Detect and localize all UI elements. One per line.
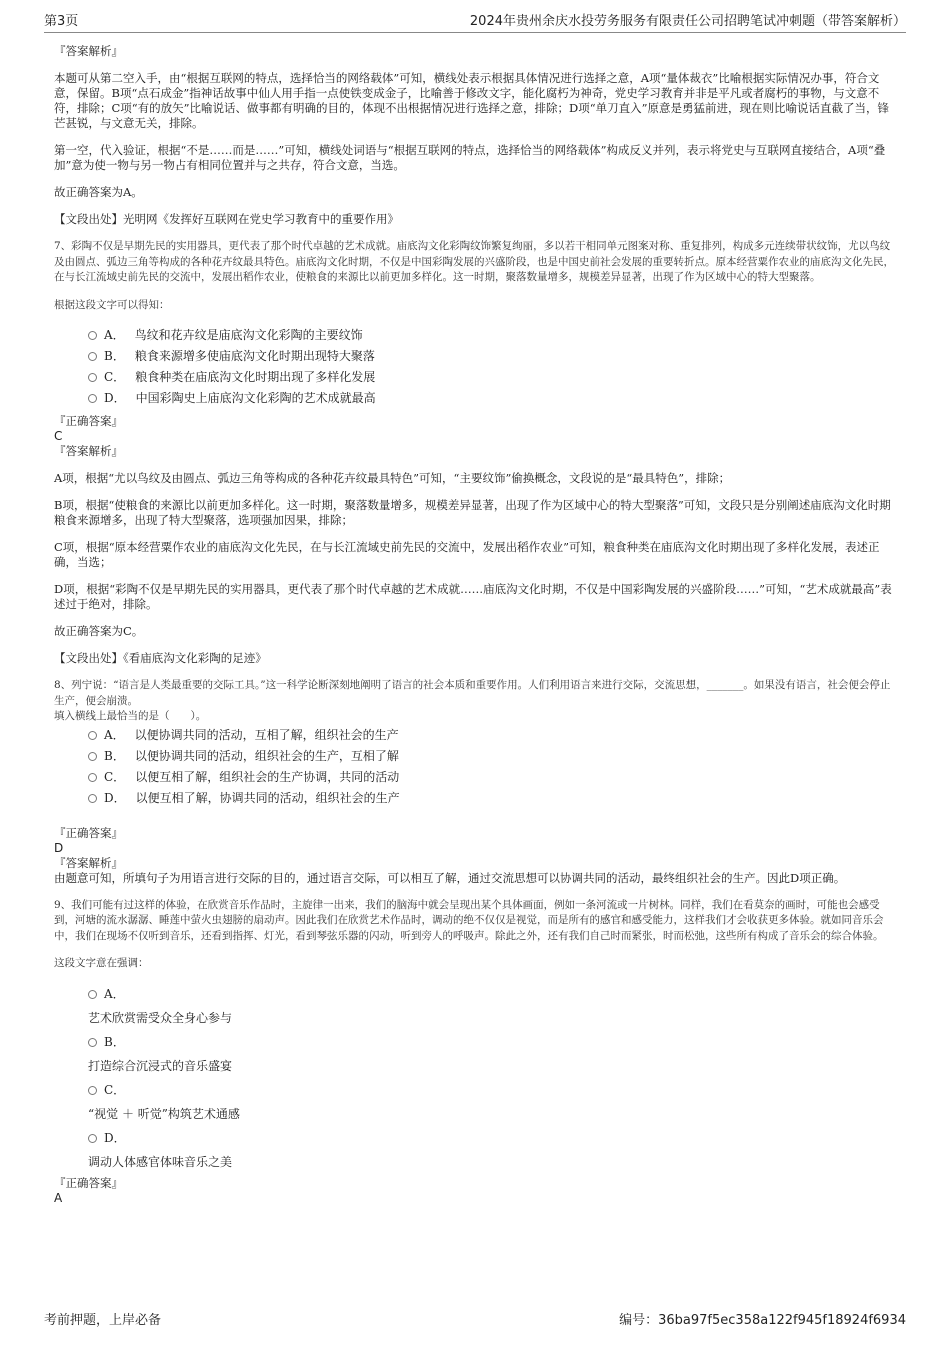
- q9-option-b[interactable]: B．: [88, 1032, 896, 1052]
- document-title: 2024年贵州余庆水投劳务服务有限责任公司招聘笔试冲刺题（带答案解析）: [469, 14, 906, 29]
- q6-explanation-para1: 本题可从第二空入手，由“根据互联网的特点，选择恰当的网络载体”可知，横线处表示根据具体情况进行选择之意，A项“量体裁衣”比喻根据实际情况办事，符合文意，保留。B项“点石成金”指神话故事中仙人用手指一点使铁变成金子，比喻善于修改文字，能化腐朽为神奇，党史学习教育并非是平凡或者腐朽的事物，与文意不符，排除；C项“有的放矢”比喻说话、做事都有明确的目的，体现不出根据情况进行选择之意，排除；D项“单刀直入”原意是勇猛前进，现在则比喻说话直截了当，锋芒甚锐，与文意无关，排除。: [54, 71, 890, 130]
- q8-option-c[interactable]: C． 以便互相了解，组织社会的生产协调，共同的活动: [88, 767, 896, 788]
- q9-option-c[interactable]: C．: [88, 1080, 896, 1100]
- q7-explanation-a: A项，根据“尤以鸟纹及由圆点、弧边三角等构成的各种花卉纹最具特色”可知，“主要纹饰”偷换概念，文段说的是“最具特色”，排除；: [54, 471, 731, 485]
- q9-question: 9、我们可能有过这样的体验，在欣赏音乐作品时，主旋律一出来，我们的脑海中就会呈现出某个具体画面，例如一条河流或一片树林。同样，我们在看莫奈的画时，可能也会感受到，河塘的流水潺潺、睡莲中萤火虫翅膀的扇动声。因此我们在欣赏艺术作品时，调动的绝不仅仅是视觉，而是所有的感官和感受能力，这样我们才会收获更多体验。就如同音乐会中，我们在现场不仅听到音乐，还看到指挥、灯光，看到琴弦乐器的闪动，听到旁人的呼吸声。除此之外，还有我们自己时而紧张，时而松弛，这些所有构成了音乐会的综合体验。: [54, 898, 884, 942]
- radio-icon[interactable]: [88, 394, 97, 403]
- q6-source: 【文段出处】光明网《发挥好互联网在党史学习教育中的重要作用》: [54, 212, 399, 226]
- q6-conclusion: 故正确答案为A。: [54, 185, 143, 199]
- q8-option-d[interactable]: D． 以便互相了解，协调共同的活动，组织社会的生产: [88, 788, 896, 809]
- q9-option-c-text: “视觉 ＋ 听觉”构筑艺术通感: [88, 1106, 240, 1121]
- q7-option-b[interactable]: B． 粮食来源增多使庙底沟文化时期出现特大聚落: [88, 346, 896, 367]
- q7-explanation-d: D项，根据“彩陶不仅是早期先民的实用器具，更代表了那个时代卓越的艺术成就……庙底沟文化时期，不仅是中国彩陶发展的兴盛阶段……”可知，“艺术成就最高”表述过于绝对，排除。: [54, 582, 892, 611]
- q8-answer: D: [54, 840, 64, 855]
- q7-question: 7、彩陶不仅是早期先民的实用器具，更代表了那个时代卓越的艺术成就。庙底沟文化彩陶纹饰繁复绚丽，多以若干相同单元图案对称、重复排列，构成多元连续带状纹饰，尤以鸟纹及由圆点、弧边三角等构成的各种花卉纹最具特色。庙底沟文化时期，不仅是中国彩陶发展的兴盛阶段，也是中国史前社会发展的重要转折点。原本经营粟作农业的庙底沟文化先民，在与长江流域史前先民的交流中，发展出稻作农业，使粮食的来源比以前更加多样化。这一时期，聚落数量增多，规模差异显著，出现了作为区域中心的特大型聚落。: [54, 240, 894, 283]
- explanation-label: 『答案解析』: [54, 855, 123, 870]
- explanation-label: 『答案解析』: [54, 444, 123, 458]
- q8-option-a[interactable]: A． 以便协调共同的活动，互相了解，组织社会的生产: [88, 725, 896, 746]
- q7-answer: C: [54, 429, 63, 443]
- explanation-label: 『答案解析』: [54, 44, 123, 58]
- page-header: [44, 12, 906, 33]
- radio-icon[interactable]: [88, 352, 97, 361]
- radio-icon[interactable]: [88, 990, 97, 999]
- q8-explanation: 由题意可知，所填句子为用语言进行交际的目的，通过语言交际，可以相互了解，通过交流思想可以协调共同的活动，最终组织社会的生产。因此D项正确。: [54, 870, 846, 885]
- document-body: [54, 44, 896, 1206]
- q9-option-a[interactable]: A．: [88, 984, 896, 1004]
- radio-icon[interactable]: [88, 1086, 97, 1095]
- document-code: 编号：36ba97f5ec358a122f945f18924f6934: [619, 1313, 906, 1328]
- q8-option-b[interactable]: B． 以便协调共同的活动，组织社会的生产，互相了解: [88, 746, 896, 767]
- radio-icon[interactable]: [88, 331, 97, 340]
- radio-icon[interactable]: [88, 731, 97, 740]
- q9-option-a-text: 艺术欣赏需受众全身心参与: [88, 1010, 233, 1025]
- q9-prompt: 这段文字意在强调：: [54, 957, 149, 969]
- q6-explanation-para2: 第一空，代入验证，根据“不是……而是……”可知，横线处词语与“根据互联网的特点，选择恰当的网络载体”构成反义并列，表示将党史与互联网直接结合，A项“叠加”意为使一物与另一物占有相同位置并与之共存，符合文意，当选。: [54, 143, 886, 172]
- radio-icon[interactable]: [88, 1038, 97, 1047]
- correct-answer-label: 『正确答案』: [54, 825, 123, 840]
- correct-answer-label: 『正确答案』: [54, 1175, 123, 1190]
- q7-explanation-c: C项，根据“原本经营粟作农业的庙底沟文化先民，在与长江流域史前先民的交流中，发展出稻作农业”可知，粮食种类在庙底沟文化时期出现了多样化发展，表述正确，当选；: [54, 540, 880, 569]
- q7-option-a[interactable]: A． 鸟纹和花卉纹是庙底沟文化彩陶的主要纹饰: [88, 325, 896, 346]
- radio-icon[interactable]: [88, 373, 97, 382]
- q7-conclusion: 故正确答案为C。: [54, 624, 144, 638]
- q7-prompt: 根据这段文字可以得知：: [54, 298, 170, 311]
- radio-icon[interactable]: [88, 1134, 97, 1143]
- radio-icon[interactable]: [88, 773, 97, 782]
- q7-option-d[interactable]: D． 中国彩陶史上庙底沟文化彩陶的艺术成就最高: [88, 388, 896, 409]
- page-footer: [44, 1311, 906, 1331]
- q7-source: 【文段出处】《看庙底沟文化彩陶的足迹》: [54, 651, 267, 665]
- q7-option-c[interactable]: C． 粮食种类在庙底沟文化时期出现了多样化发展: [88, 367, 896, 388]
- q8-question: 8、列宁说：“语言是人类最重要的交际工具。”这一科学论断深刻地阐明了语言的社会本质和重要作用。人们利用语言来进行交际，交流思想，_______。如果没有语言，社会便会停止生产，便会崩溃。: [54, 679, 891, 707]
- q9-option-b-text: 打造综合沉浸式的音乐盛宴: [88, 1058, 233, 1073]
- q8-prompt: 填入横线上最恰当的是（ ）。: [54, 710, 207, 722]
- footer-slogan: 考前押题，上岸必备: [44, 1313, 162, 1328]
- radio-icon[interactable]: [88, 794, 97, 803]
- correct-answer-label: 『正确答案』: [54, 414, 123, 428]
- radio-icon[interactable]: [88, 752, 97, 761]
- q9-answer: A: [54, 1190, 63, 1205]
- q9-option-d[interactable]: D．: [88, 1128, 896, 1148]
- q7-explanation-b: B项，根据“使粮食的来源比以前更加多样化。这一时期，聚落数量增多，规模差异显著，出现了作为区域中心的特大型聚落”可知，文段只是分别阐述庙底沟文化时期粮食来源增多，出现了特大型聚落，选项强加因果，排除；: [54, 498, 891, 527]
- q9-option-d-text: 调动人体感官体味音乐之美: [88, 1154, 233, 1169]
- page-number: 第3页: [44, 14, 79, 29]
